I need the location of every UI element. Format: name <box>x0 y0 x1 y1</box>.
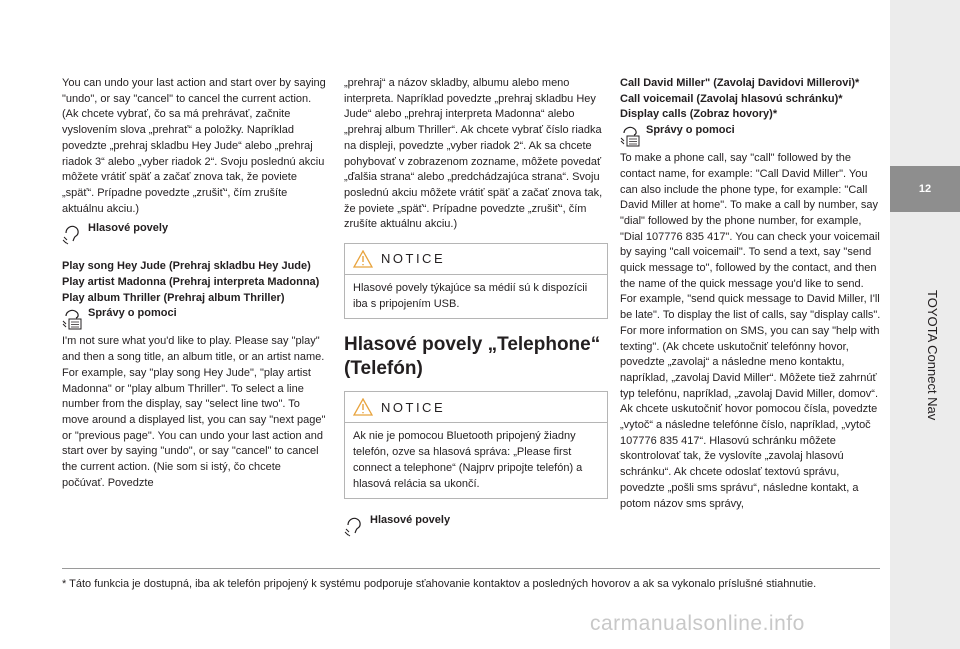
warning-triangle-icon <box>353 250 373 268</box>
watermark: carmanualsonline.info <box>590 612 805 635</box>
column-2 <box>344 76 608 541</box>
column-3 <box>620 76 882 512</box>
chapter-title: TOYOTA Connect Nav <box>925 290 940 421</box>
chapter-tab[interactable]: 12 <box>890 166 960 212</box>
voice-command-icon <box>344 515 364 537</box>
footnote: * Táto funkcia je dostupná, iba ak telefón pripojený k systému podporuje sťahovanie kontaktov a posledných hovorov a ak sa vykonalo príslušné stiahnutie. <box>62 578 817 590</box>
paragraph: „prehraj“ a názov skladby, albumu alebo meno interpreta. Napríklad povedzte „prehraj skladbu Hey Jude“ alebo „prehraj interpreta Madonna“ alebo „prehraj album Thriller“. Ak chcete vybrať číslo riadka na displeji, povedzte „vyber riadok 2“. Ak sa chcete pohybovať v zobrazenom zozname, môžete povedať „ďalšia strana“ alebo „predchádzajúca strana“. Svoju poslednú akciu môžete vrátiť späť a začať znova tak, že poviete „späť“. Prípadne povedzte „zrušiť“, čím zrušíte aktuálnu akciu.) <box>344 77 603 231</box>
voice-command-icon <box>62 223 82 245</box>
voice-commands-heading: Hlasové povely <box>62 221 326 245</box>
command-line: Display calls (Zobraz hovory)* <box>620 108 778 121</box>
notice-title: NOTICE <box>381 399 446 415</box>
command-line: Call voicemail (Zavolaj hlasovú schránku)* <box>620 92 843 105</box>
section-heading: Hlasové povely „Telephone“ (Telefón) <box>344 334 601 380</box>
help-messages-heading: Správy o pomoci <box>62 306 326 330</box>
notice-box <box>344 391 608 499</box>
notice-box <box>344 243 608 319</box>
voice-commands-heading: Hlasové povely <box>344 513 608 537</box>
command-line: Call David Miller" (Zavolaj Davidovi Millerovi)* <box>620 77 860 89</box>
warning-triangle-icon <box>353 398 373 416</box>
paragraph: You can undo your last action and start over by saying "undo", or say "cancel" to cancel the current action. (Ak chcete vybrať, čo sa má prehrávať, začnite vyslovením slova „prehrať“ a položky. Napríklad povedzte „prehraj skladbu Hey Jude“ alebo „prehraj riadok 3“ alebo „vyber riadok 2“. Svoju poslednú akciu môžete vrátiť späť a začať znova tak, že poviete „späť“. Prípadne povedzte „zrušiť“, čím zrušíte aktuálnu akciu.) <box>62 77 326 215</box>
notice-body: Hlasové povely týkajúce sa médií sú k dispozícii iba s pripojením USB. <box>353 282 588 310</box>
command-line: Play artist Madonna (Prehraj interpreta Madonna) <box>62 276 320 289</box>
paragraph: I'm not sure what you'd like to play. Please say "play" and then a song title, an album title, or an artist name. For example, say "play song Hey Jude", "play artist Madonna" or "play album Thriller". To select a line number from the display, say "select line two". To move around a displayed list, you can say "next page" or "previous page". You can undo your last action and start over by saying "undo", or say "cancel" to cancel the current action. (Nie som si istý, čo chcete počúvať. Povedzte <box>62 335 326 489</box>
column-1 <box>62 76 326 491</box>
command-line: Play song Hey Jude (Prehraj skladbu Hey Jude) <box>62 260 311 273</box>
help-message-icon <box>620 125 640 147</box>
paragraph: To make a phone call, say "call" followed by the contact name, for example: "Call David Miller". You can also include the phone type, for example: "Call David Miller at home". To make a call by number, say "dial" followed by the phone number, for example, "Dial 107776 835 417". You can check your voicemail by saying "call voicemail". To send a text, say "send quick message to", followed by the contact, and then the name of the quick message you'd like to send. For example, "send quick message to David Miller, I'll be late". To display the list of calls, say "display calls". For more information on SMS, you can say "help with texting". (Ak chcete uskutočniť telefónny hovor, povedzte „zavolaj“ a následne meno kontaktu, napríklad, „zavolaj David Miller“. Môžete tiež zahrnúť typ telefónu, napríklad, „zavolaj David Miller, domov“. Ak chcete uskutočniť hovor pomocou čísla, povedzte „vytoč“ a následne telefónne číslo, napríklad, „vytoč 107776 835 417“. Hlasovú schránku môžete skontrolovať tak, že vyslovíte „zavolaj hlasovú schránku“. Ak chcete odoslať textovú správu, povedzte „pošli sms správu“, následne kontakt, a potom názov sms správy, <box>620 152 881 510</box>
notice-body: Ak nie je pomocou Bluetooth pripojený žiadny telefón, ozve sa hlasová správa: „Please first connect a telephone“ (Najprv pripojte telefón) a hlasová relácia sa ukončí. <box>353 430 583 490</box>
command-line: Play album Thriller (Prehraj album Thriller) <box>62 291 285 304</box>
notice-title: NOTICE <box>381 251 446 267</box>
help-messages-heading: Správy o pomoci <box>620 123 882 147</box>
footnote-divider <box>62 568 880 569</box>
help-message-icon <box>62 308 82 330</box>
